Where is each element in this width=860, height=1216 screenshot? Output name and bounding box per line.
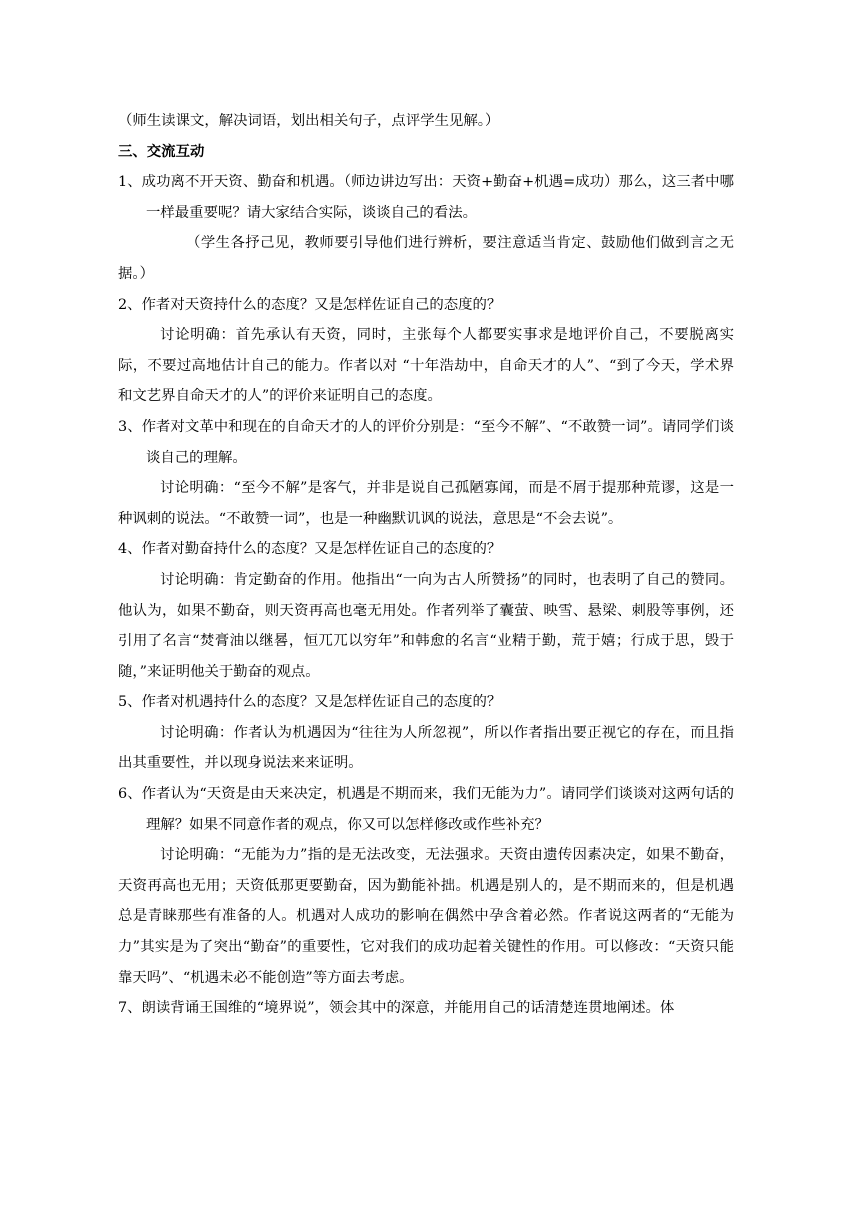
- discussion-answer-3: 讨论明确：“至今不解”是客气，并非是说自己孤陋寡闻，而是不屑于提那种荒谬，这是一种讽刺的说法。“不敢赞一词”，也是一种幽默讥讽的说法，意思是“不会去说”。: [118, 480, 734, 527]
- question-2: 2、作者对天资持什么的态度？又是怎样佐证自己的态度的？: [118, 296, 502, 313]
- discussion-answer-2: 讨论明确：首先承认有天资，同时，主张每个人都要实事求是地评价自己，不要脱离实际，不要过高地估计自己的能力。作者以对 “十年浩劫中，自命天才的人”、“到了今天，学术界和文艺界自命天才的人”的评价来证明自己的态度。: [118, 327, 734, 405]
- student-discussion-note: （学生各抒己见，教师要引导他们进行辨析，要注意适当肯定、鼓励他们做到言之无据。）: [118, 235, 734, 282]
- question-6: 6、作者认为“天资是由天来决定，机遇是不期而来，我们无能为力”。请同学们谈谈对这两句话的理解？如果不同意作者的观点，你又可以怎样修改或作些补充？: [118, 786, 734, 833]
- paragraph-activity-note: （师生读课文，解决词语，划出相关句子，点评学生见解。）: [118, 113, 500, 129]
- discussion-answer-6: 讨论明确：“无能为力”指的是无法改变，无法强求。天资由遗传因素决定，如果不勤奋，天资再高也无用；天资低那更要勤奋，因为勤能补拙。机遇是别人的，是不期而来的，但是机遇总是青睐那些有准备的人。机遇对人成功的影响在偶然中孕含着必然。作者说这两者的“无能为力”其实是为了突出“勤奋”的重要性，它对我们的成功起着关键性的作用。可以修改：“天资只能靠天吗”、“机遇未必不能创造”等方面去考虑。: [118, 847, 734, 986]
- question-1: 1、成功离不开天资、勤奋和机遇。（师边讲边写出：天资+勤奋+机遇=成功）那么，这三者中哪一样最重要呢？请大家结合实际，谈谈自己的看法。: [118, 174, 734, 221]
- discussion-answer-5: 讨论明确：作者认为机遇因为“往往为人所忽视”，所以作者指出要正视它的存在，而且指出其重要性，并以现身说法来来证明。: [118, 724, 734, 772]
- discussion-answer-4: 讨论明确：肯定勤奋的作用。他指出“一向为古人所赞扬”的同时，也表明了自己的赞同。他认为，如果不勤奋，则天资再高也毫无用处。作者列举了囊萤、映雪、悬梁、刺股等事例，还引用了名言“焚膏油以继晷，恒兀兀以穷年”和韩愈的名言“业精于勤，荒于嬉；行成于思，毁于随，”来证明他关于勤奋的观点。: [118, 571, 734, 680]
- question-5: 5、作者对机遇持什么的态度？又是怎样佐证自己的态度的？: [118, 694, 502, 711]
- question-4: 4、作者对勤奋持什么的态度？又是怎样佐证自己的态度的？: [118, 541, 502, 558]
- section-heading: 三、交流互动: [118, 142, 205, 160]
- question-3: 3、作者对文革中和现在的自命天才的人的评价分别是：“至今不解”、“不敢赞一词”。请同学们谈谈自己的理解。: [118, 418, 734, 466]
- document-body: [118, 106, 734, 1024]
- question-7: 7、朗读背诵王国维的“境界说”，领会其中的深意，并能用自己的话清楚连贯地阐述。体: [118, 1000, 675, 1017]
